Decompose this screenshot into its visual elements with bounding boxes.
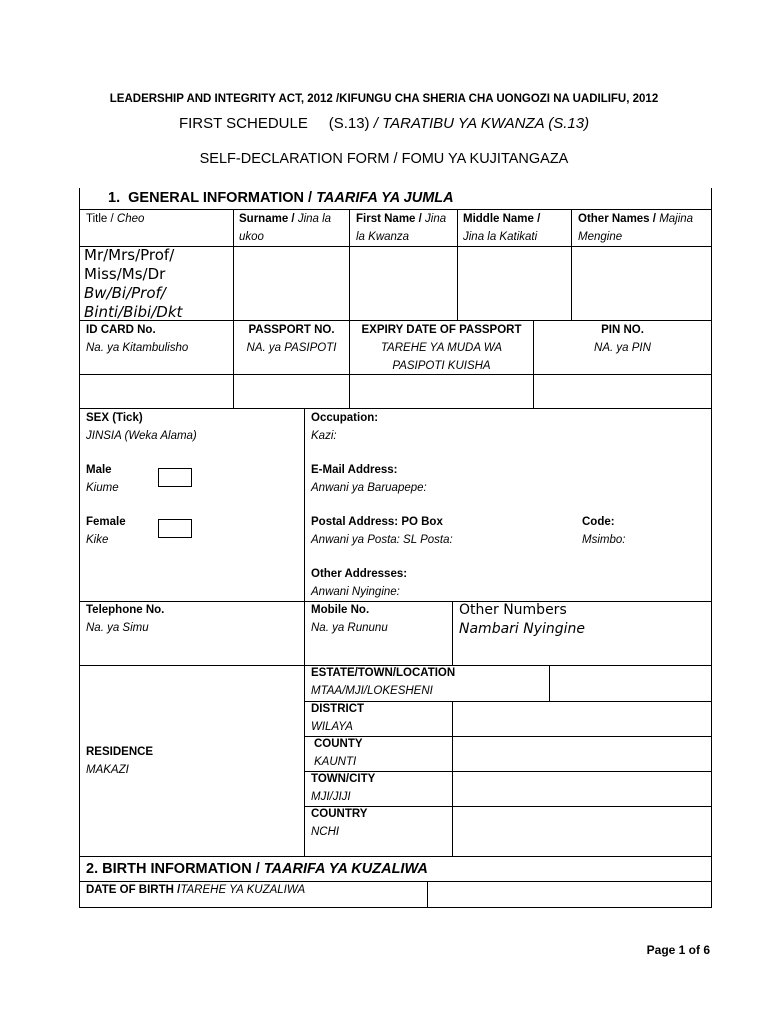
occupation-field [311, 409, 378, 445]
telephone-label-sw: Na. ya Simu [86, 622, 149, 634]
divider [304, 701, 712, 702]
section2-title-sw: TAARIFA YA KUZALIWA [263, 861, 428, 877]
residence-label: RESIDENCE [86, 746, 154, 758]
sex-header [86, 409, 197, 445]
mobile-label-sw: Na. ya Rununu [311, 622, 388, 634]
surname-label-sw: Jina la [297, 213, 332, 225]
town-label-sw: MJI/JIJI [311, 791, 351, 803]
male-checkbox[interactable] [158, 468, 192, 487]
id-card-header [86, 321, 188, 357]
county-label: COUNTY [314, 738, 363, 750]
schedule-en: FIRST SCHEDULE [178, 115, 308, 132]
expiry-input[interactable] [350, 375, 533, 408]
pin-label: PIN NO. [601, 324, 644, 336]
title-options [84, 246, 182, 322]
title-options-en-1: Mr/Mrs/Prof/ [84, 246, 175, 264]
code-label-sw: Msimbo: [582, 534, 626, 546]
female-option [86, 513, 126, 549]
middlename-input[interactable] [458, 247, 571, 320]
telephone-field [86, 601, 164, 637]
mobile-label: Mobile No. [311, 604, 370, 616]
divider [452, 701, 453, 856]
other-numbers-label: Other Numbers [459, 602, 567, 618]
estate-label-sw: MTAA/MJI/LOKESHENI [311, 685, 433, 697]
email-label: E-Mail Address: [311, 464, 398, 476]
title-header [86, 210, 144, 228]
table-border-left [79, 188, 80, 907]
male-label: Male [86, 464, 112, 476]
passport-label-sw: NA. ya PASIPOTI [246, 342, 337, 354]
postal-label: Postal Address: PO Box [311, 516, 443, 528]
schedule-title [0, 115, 768, 132]
firstname-header [356, 210, 446, 246]
surname-label-sw-2: ukoo [239, 231, 264, 243]
country-field [311, 805, 367, 841]
female-label: Female [86, 516, 126, 528]
divider [79, 856, 712, 857]
section1-number: 1. [108, 190, 121, 206]
surname-header [239, 210, 331, 246]
othernames-label: Other Names / [578, 213, 656, 225]
divider [304, 736, 712, 737]
county-label-sw: KAUNTI [314, 756, 357, 768]
email-label-sw: Anwani ya Baruapepe: [311, 482, 427, 494]
district-label-sw: WILAYA [311, 721, 353, 733]
firstname-label-sw: Jina [425, 213, 447, 225]
title-options-sw-2: Binti/Bibi/Dkt [84, 303, 183, 321]
pin-input[interactable] [534, 375, 711, 408]
district-field [311, 700, 364, 736]
district-label: DISTRICT [311, 703, 365, 715]
female-label-sw: Kike [86, 534, 109, 546]
section2-heading [86, 860, 428, 878]
surname-input[interactable] [234, 247, 349, 320]
id-card-label-sw: Na. ya Kitambulisho [86, 342, 189, 354]
town-label: TOWN/CITY [311, 773, 376, 785]
female-checkbox[interactable] [158, 519, 192, 538]
act-title: LEADERSHIP AND INTEGRITY ACT, 2012 /KIFUNGU CHA SHERIA CHA UONGOZI NA UADILIFU, 2012 [109, 93, 659, 105]
firstname-label-sw-2: la Kwanza [356, 231, 410, 243]
other-numbers-label-sw: Nambari Nyingine [459, 621, 586, 637]
firstname-input[interactable] [350, 247, 457, 320]
othernames-header [578, 210, 693, 246]
residence-label-sw: MAKAZI [86, 764, 129, 776]
title-options-sw-1: Bw/Bi/Prof/ [84, 284, 166, 302]
sex-label: SEX (Tick) [86, 412, 143, 424]
code-field [582, 513, 625, 549]
telephone-label: Telephone No. [86, 604, 165, 616]
id-card-label: ID CARD No. [86, 324, 156, 336]
dob-input[interactable] [428, 882, 711, 907]
dob-field [86, 881, 305, 899]
othernames-label-sw-2: Mengine [578, 231, 623, 243]
section1-title-sw: TAARIFA YA JUMLA [316, 190, 454, 206]
pin-label-sw: NA. ya PIN [594, 342, 651, 354]
male-option [86, 461, 119, 497]
estate-label: ESTATE/TOWN/LOCATION [311, 667, 456, 679]
id-card-input[interactable] [80, 375, 233, 408]
estate-field [311, 664, 455, 700]
title-label: Title / [86, 213, 114, 225]
middlename-label: Middle Name / [463, 213, 541, 225]
other-numbers-field [459, 601, 585, 639]
occupation-label-sw: Kazi: [311, 430, 337, 442]
country-label-sw: NCHI [311, 826, 340, 838]
county-field [314, 735, 363, 771]
schedule-sw: / TARATIBU YA KWANZA (S.13) [373, 115, 590, 132]
residence-field [86, 743, 153, 779]
title-options-en-2: Miss/Ms/Dr [84, 265, 166, 283]
expiry-label-sw-2: PASIPOTI KUISHA [392, 360, 491, 372]
middlename-label-sw: Jina la Katikati [463, 231, 538, 243]
expiry-label: EXPIRY DATE OF PASSPORT [361, 324, 522, 336]
divider [79, 907, 712, 908]
male-label-sw: Kiume [86, 482, 119, 494]
schedule-ref: (S.13) [328, 115, 370, 132]
section1-heading [108, 189, 454, 207]
section1-title-en: GENERAL INFORMATION / [128, 190, 313, 206]
expiry-header [350, 321, 533, 375]
title-label-sw: Cheo [116, 213, 145, 225]
sex-label-sw: JINSIA (Weka Alama) [86, 430, 197, 442]
divider [452, 601, 453, 665]
other-addresses-label: Other Addresses: [311, 568, 408, 580]
firstname-label: First Name / [356, 213, 422, 225]
passport-header [234, 321, 349, 357]
occupation-label: Occupation: [311, 412, 379, 424]
other-addresses-label-sw: Anwani Nyingine: [311, 586, 400, 598]
postal-label-sw: Anwani ya Posta: SL Posta: [311, 534, 453, 546]
dob-label-sw: TAREHE YA KUZALIWA [180, 884, 306, 896]
page-number: Page 1 of 6 [646, 943, 710, 957]
divider [79, 601, 712, 602]
othernames-label-sw: Majina [659, 213, 694, 225]
passport-input[interactable] [234, 375, 349, 408]
divider [549, 665, 550, 701]
dob-label: DATE OF BIRTH / [86, 884, 181, 896]
country-label: COUNTRY [311, 808, 368, 820]
section2-title-en: 2. BIRTH INFORMATION / [86, 861, 260, 877]
mobile-field [311, 601, 388, 637]
table-border-right [711, 188, 712, 907]
email-field [311, 461, 427, 497]
code-label: Code: [582, 516, 615, 528]
expiry-label-sw-1: TAREHE YA MUDA WA [380, 342, 503, 354]
other-addresses-field [311, 565, 407, 601]
postal-field [311, 513, 453, 549]
divider [304, 408, 305, 856]
town-field [311, 770, 375, 806]
othernames-input[interactable] [572, 247, 711, 320]
surname-label: Surname / [239, 213, 295, 225]
passport-label: PASSPORT NO. [248, 324, 335, 336]
pin-header [534, 321, 711, 357]
form-title: SELF-DECLARATION FORM / FOMU YA KUJITANGAZA [199, 151, 569, 167]
middlename-header [463, 210, 540, 246]
